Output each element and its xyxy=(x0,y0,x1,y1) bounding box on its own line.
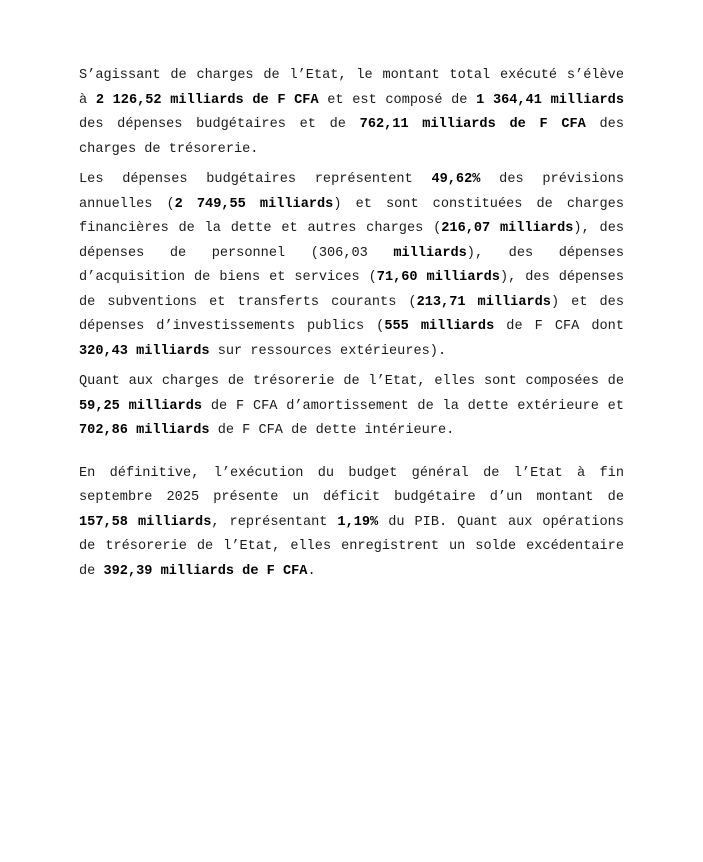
text-segment: S’agissant de charges de l’Etat, le montant total exécuté s’élève à xyxy=(79,68,624,108)
text-segment: ), des dépenses d’acquisition de biens et services ( xyxy=(79,245,624,285)
text-segment: du PIB. Quant aux opérations de trésorerie de l’Etat, elles enregistrent un solde excédentaire de xyxy=(79,514,624,579)
unit-milliards: milliards xyxy=(393,245,467,261)
text-segment: des dépenses budgétaires et de xyxy=(79,117,360,132)
amount-dette-interieure: 702,86 milliards xyxy=(79,423,210,438)
amount-charges-tresorerie: 762,11 milliards de F CFA xyxy=(359,117,586,132)
paragraph-conclusion xyxy=(79,462,624,585)
rate-execution: 49,62% xyxy=(431,172,481,187)
text-segment: . xyxy=(307,563,316,579)
rate-deficit-pib: 1,19% xyxy=(337,514,379,530)
amount-biens-services: 71,60 milliards xyxy=(376,270,500,285)
amount-depenses-budgetaires: 1 364,41 milliards xyxy=(476,92,624,108)
amount-amortissement-dette-exterieure: 59,25 milliards xyxy=(79,398,203,414)
text-segment: de F CFA dont xyxy=(494,319,624,334)
text-segment: sur ressources extérieures). xyxy=(209,343,447,359)
text-segment: de F CFA d’amortissement de la dette extérieure et xyxy=(202,398,624,414)
text-segment: , représentant xyxy=(211,514,338,530)
text-segment: Quant aux charges de trésorerie de l’Etat, elles sont composées de xyxy=(79,374,624,389)
amount-subventions-transferts: 213,71 milliards xyxy=(416,294,551,310)
paragraph-charges-etat xyxy=(79,64,624,162)
document-body xyxy=(79,64,624,590)
text-segment: et est composé de xyxy=(318,92,477,108)
paragraph-depenses-budgetaires xyxy=(79,168,624,364)
paragraph-charges-tresorerie xyxy=(79,370,624,444)
text-segment: ) et sont constituées de charges financières de la dette et autres charges ( xyxy=(79,196,624,236)
text-segment: ), des dépenses de personnel (306,03 xyxy=(79,221,625,261)
text-segment: ), des dépenses de subventions et transferts courants ( xyxy=(79,270,624,310)
text-segment: des prévisions annuelles ( xyxy=(79,172,624,212)
amount-ressources-exterieures: 320,43 milliards xyxy=(79,343,210,359)
text-segment: des charges de trésorerie. xyxy=(79,117,624,157)
amount-deficit-budgetaire: 157,58 milliards xyxy=(79,514,212,530)
text-segment: ) et des dépenses d’investissements publics ( xyxy=(79,294,624,334)
amount-total-charges: 2 126,52 milliards de F CFA xyxy=(95,92,319,108)
amount-charges-financieres: 216,07 milliards xyxy=(441,221,574,236)
amount-previsions-annuelles: 2 749,55 milliards xyxy=(174,196,334,212)
text-segment: Les dépenses budgétaires représentent xyxy=(79,172,432,187)
amount-investissements-publics: 555 milliards xyxy=(384,319,495,334)
text-segment: de F CFA de dette intérieure. xyxy=(209,423,455,438)
amount-solde-excedentaire: 392,39 milliards de F CFA xyxy=(103,563,308,579)
text-segment: En définitive, l’exécution du budget général de l’Etat à fin septembre 2025 présente un déficit budgétaire d’un montant de xyxy=(79,465,624,505)
